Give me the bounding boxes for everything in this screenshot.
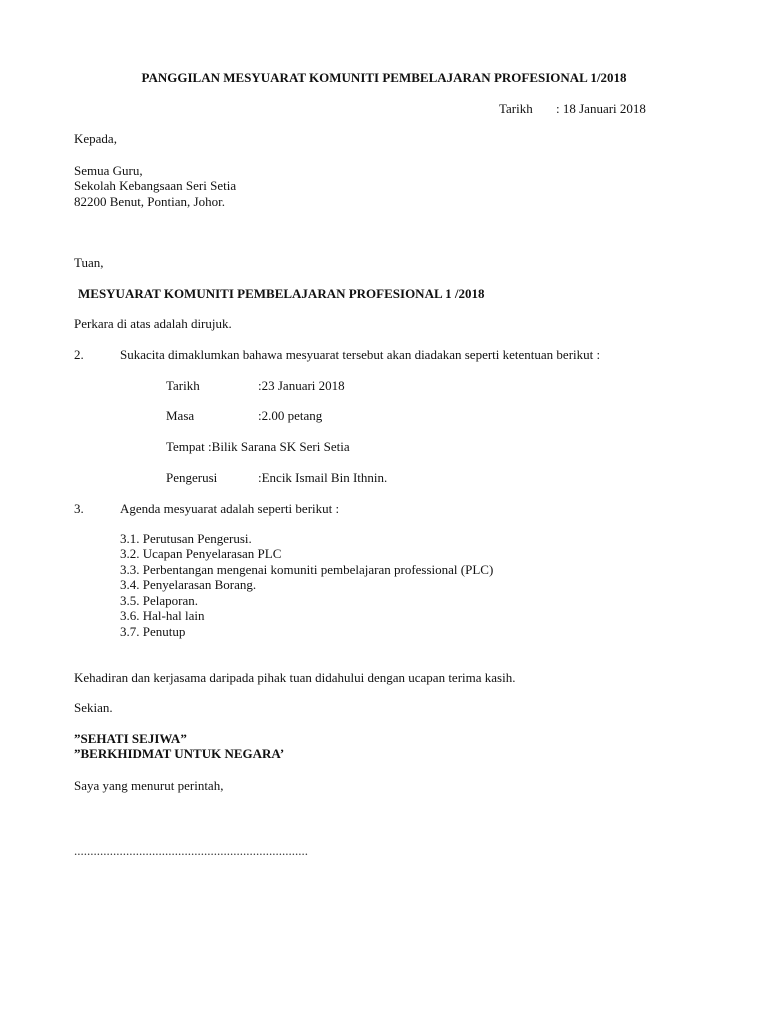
agenda-item: 3.7. Penutup — [120, 624, 186, 639]
para2-number: 2. — [74, 347, 84, 362]
closing-text: Kehadiran dan kerjasama daripada pihak tuan didahului dengan ucapan terima kasih. — [74, 670, 516, 685]
date-label: Tarikh — [499, 101, 533, 116]
agenda-item: 3.3. Perbentangan mengenai komuniti pembelajaran professional (PLC) — [120, 562, 494, 577]
recipient-line: Semua Guru, — [74, 163, 143, 178]
recipient-line: 82200 Benut, Pontian, Johor. — [74, 194, 225, 209]
intro-text: Perkara di atas adalah dirujuk. — [74, 316, 232, 331]
detail-label: Masa — [166, 408, 195, 423]
signature-line: ........................................................................ — [74, 843, 308, 858]
agenda-item: 3.1. Perutusan Pengerusi. — [120, 531, 252, 546]
detail-value: :Encik Ismail Bin Ithnin. — [258, 470, 388, 485]
motto-line: ”BERKHIDMAT UNTUK NEGARA’ — [74, 746, 285, 761]
recipient-salutation: Kepada, — [74, 131, 117, 146]
agenda-item: 3.6. Hal-hal lain — [120, 608, 205, 623]
greeting: Tuan, — [74, 255, 104, 270]
sekian-text: Sekian. — [74, 700, 113, 715]
detail-label: Pengerusi — [166, 470, 218, 485]
detail-value: :2.00 petang — [258, 408, 323, 423]
agenda-item: 3.4. Penyelarasan Borang. — [120, 577, 257, 592]
subject-heading: MESYUARAT KOMUNITI PEMBELAJARAN PROFESIONAL 1 /2018 — [78, 286, 485, 301]
detail-label: Tarikh — [166, 378, 200, 393]
letter-title: PANGGILAN MESYUARAT KOMUNITI PEMBELAJARAN PROFESIONAL 1/2018 — [141, 70, 627, 85]
para3-number: 3. — [74, 501, 84, 516]
para2-text: Sukacita dimaklumkan bahawa mesyuarat tersebut akan diadakan seperti ketentuan berikut : — [120, 347, 601, 362]
motto-line: ”SEHATI SEJIWA” — [74, 731, 187, 746]
detail-label: Tempat :Bilik Sarana SK Seri Setia — [166, 439, 350, 454]
agenda-item: 3.5. Pelaporan. — [120, 593, 198, 608]
para3-text: Agenda mesyuarat adalah seperti berikut : — [120, 501, 340, 516]
agenda-item: 3.2. Ucapan Penyelarasan PLC — [120, 546, 282, 561]
sign-off-text: Saya yang menurut perintah, — [74, 778, 224, 793]
recipient-line: Sekolah Kebangsaan Seri Setia — [74, 178, 237, 193]
detail-value: :23 Januari 2018 — [258, 378, 345, 393]
date-value: : 18 Januari 2018 — [556, 101, 646, 116]
